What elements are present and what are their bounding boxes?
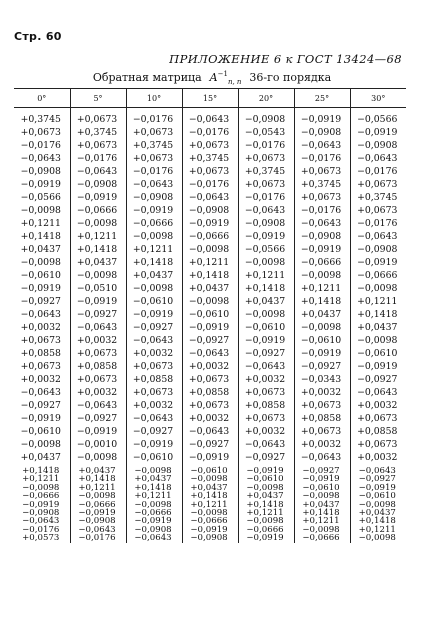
table-body [14, 108, 406, 543]
matrix-cell: −0,0098 [294, 321, 350, 334]
matrix-cell: +0,0673 [182, 165, 238, 178]
matrix-cell: −0,0666 [238, 526, 294, 534]
matrix-cell: −0,0098 [294, 269, 350, 282]
matrix-cell: −0,0908 [294, 126, 350, 139]
matrix-cell: +0,0437 [20, 452, 61, 463]
matrix-cell: −0,0098 [182, 243, 238, 256]
table-row [14, 334, 406, 347]
table-row [14, 295, 406, 308]
table-row [14, 321, 406, 334]
matrix-cell: +0,1418 [238, 501, 294, 509]
table-row [14, 152, 406, 165]
matrix-cell: −0,0927 [350, 373, 406, 386]
matrix-cell: −0,0908 [126, 191, 182, 204]
matrix-cell: −0,0176 [294, 152, 350, 165]
matrix-cell: +0,0437 [20, 244, 61, 255]
matrix-cell: +0,0858 [350, 425, 406, 438]
table-row [14, 256, 406, 269]
matrix-cell: +0,3745 [182, 152, 238, 165]
matrix-cell: −0,0566 [238, 243, 294, 256]
matrix-cell: +0,1418 [70, 475, 126, 483]
matrix-cell: −0,0927 [182, 438, 238, 451]
matrix-cell: −0,0927 [294, 360, 350, 373]
matrix-cell: +0,0673 [20, 361, 61, 372]
matrix-cell: −0,0610 [20, 270, 61, 281]
matrix-cell: −0,0610 [350, 347, 406, 360]
matrix-cell: −0,0176 [238, 139, 294, 152]
matrix-cell: −0,0919 [294, 347, 350, 360]
matrix-cell: −0,0643 [350, 152, 406, 165]
matrix-cell: +0,0437 [238, 295, 294, 308]
matrix-cell: −0,0610 [238, 321, 294, 334]
table-caption [0, 70, 424, 86]
matrix-cell: +0,0437 [126, 475, 182, 483]
matrix-cell: +0,0032 [126, 399, 182, 412]
matrix-cell: −0,0098 [294, 492, 350, 500]
matrix-cell: −0,0927 [238, 347, 294, 360]
matrix-cell: +0,0673 [182, 139, 238, 152]
matrix-cell: −0,0098 [20, 439, 61, 450]
column-header: 0° [14, 89, 70, 108]
matrix-cell: −0,0643 [126, 334, 182, 347]
matrix-cell: +0,0673 [350, 178, 406, 191]
matrix-cell: −0,0643 [20, 387, 61, 398]
matrix-cell: −0,0010 [70, 438, 126, 451]
matrix-cell: −0,0908 [70, 517, 126, 525]
matrix-cell: +0,0858 [126, 373, 182, 386]
matrix-cell: −0,0919 [238, 230, 294, 243]
matrix-cell: −0,0176 [182, 126, 238, 139]
matrix-cell: +0,1418 [350, 308, 406, 321]
matrix-cell: +0,0673 [126, 386, 182, 399]
matrix-cell: +0,1418 [294, 295, 350, 308]
matrix-cell: −0,0643 [126, 534, 182, 542]
matrix-cell: −0,0927 [294, 464, 350, 475]
matrix-cell: +0,0673 [126, 126, 182, 139]
matrix-cell: −0,0919 [238, 464, 294, 475]
matrix-cell: −0,0919 [294, 108, 350, 127]
matrix-cell: −0,0098 [70, 269, 126, 282]
matrix-cell: −0,0919 [238, 334, 294, 347]
table-header [14, 89, 406, 108]
matrix-cell: +0,0032 [238, 373, 294, 386]
matrix-cell: −0,0643 [126, 178, 182, 191]
matrix-cell: −0,0098 [182, 509, 238, 517]
matrix-cell: +0,0673 [294, 165, 350, 178]
matrix-cell: −0,0098 [20, 257, 61, 268]
matrix-cell: −0,0176 [126, 165, 182, 178]
matrix-cell: +0,0032 [182, 360, 238, 373]
matrix-cell: +0,0673 [70, 347, 126, 360]
matrix-cell: −0,0098 [350, 282, 406, 295]
matrix-cell: −0,0643 [294, 139, 350, 152]
column-header: 15° [182, 89, 238, 108]
matrix-cell: +0,1418 [294, 509, 350, 517]
matrix-cell: −0,0666 [294, 256, 350, 269]
matrix-cell: −0,0643 [350, 464, 406, 475]
matrix-cell: +0,0673 [238, 152, 294, 165]
matrix-cell: +0,0437 [238, 492, 294, 500]
table-row [14, 230, 406, 243]
matrix-cell: +0,1211 [238, 269, 294, 282]
matrix-cell: −0,0666 [126, 509, 182, 517]
table-row [14, 191, 406, 204]
matrix-cell: −0,0176 [294, 204, 350, 217]
matrix-cell: −0,0666 [294, 534, 350, 542]
table-row [14, 412, 406, 425]
matrix-cell: −0,0176 [350, 217, 406, 230]
matrix-cell: −0,0176 [238, 191, 294, 204]
table-row [14, 399, 406, 412]
matrix-cell: −0,0176 [20, 140, 61, 151]
matrix-cell: −0,0176 [22, 524, 60, 535]
matrix-cell: −0,0610 [126, 451, 182, 464]
matrix-cell: −0,0919 [182, 526, 238, 534]
matrix-cell: −0,0908 [182, 204, 238, 217]
matrix-cell: +0,0673 [350, 438, 406, 451]
matrix-cell: −0,0666 [126, 217, 182, 230]
matrix-cell: −0,0919 [294, 243, 350, 256]
matrix-cell: −0,0927 [126, 321, 182, 334]
matrix-cell: +0,1211 [20, 218, 61, 229]
appendix-title: ПРИЛОЖЕНИЕ 6 к ГОСТ 13424—68 [169, 52, 402, 66]
matrix-cell: +0,1418 [238, 282, 294, 295]
matrix-cell: −0,0908 [22, 508, 60, 519]
matrix-cell: −0,0919 [350, 484, 406, 492]
matrix-cell: −0,0919 [182, 217, 238, 230]
matrix-cell: +0,0032 [350, 399, 406, 412]
matrix-cell: −0,0098 [238, 256, 294, 269]
matrix-cell: +0,1418 [126, 256, 182, 269]
matrix-cell: −0,0666 [182, 230, 238, 243]
matrix-cell: +0,1211 [70, 484, 126, 492]
matrix-cell: +0,0673 [20, 335, 61, 346]
matrix-cell: +0,0858 [70, 360, 126, 373]
matrix-cell: +0,0673 [350, 204, 406, 217]
matrix-cell: +0,1211 [70, 230, 126, 243]
matrix-cell: −0,0543 [238, 126, 294, 139]
matrix-cell: −0,0927 [70, 412, 126, 425]
matrix-cell: +0,0673 [126, 360, 182, 373]
matrix-cell: +0,0437 [70, 464, 126, 475]
matrix-cell: −0,0643 [70, 526, 126, 534]
matrix-cell: −0,0610 [350, 492, 406, 500]
matrix-cell: +0,0673 [126, 152, 182, 165]
matrix-cell: −0,0927 [350, 475, 406, 483]
matrix-cell: −0,0919 [126, 517, 182, 525]
matrix-cell: −0,0176 [70, 152, 126, 165]
matrix-cell: −0,0510 [70, 282, 126, 295]
matrix-cell: +0,0032 [350, 451, 406, 464]
matrix-cell: −0,0927 [20, 296, 61, 307]
matrix-cell: −0,0927 [238, 451, 294, 464]
column-header: 30° [350, 89, 406, 108]
matrix-cell: −0,0176 [70, 534, 126, 542]
matrix-cell: +0,0673 [70, 139, 126, 152]
matrix-cell: −0,0919 [22, 499, 60, 510]
matrix-cell: −0,0098 [350, 534, 406, 542]
matrix-cell: −0,0098 [70, 217, 126, 230]
matrix-cell: −0,0610 [182, 308, 238, 321]
matrix-cell: +0,0673 [182, 373, 238, 386]
matrix-cell: −0,0927 [126, 425, 182, 438]
matrix-cell: +0,0673 [294, 425, 350, 438]
matrix-cell: −0,0919 [126, 438, 182, 451]
matrix-cell: −0,0643 [22, 516, 60, 527]
matrix-cell: −0,0919 [238, 534, 294, 542]
matrix-cell: −0,0098 [126, 501, 182, 509]
matrix-cell: −0,0908 [238, 217, 294, 230]
page-number: Стр. 60 [14, 30, 62, 43]
matrix-cell: +0,3745 [294, 178, 350, 191]
matrix-cell: +0,0032 [182, 412, 238, 425]
table-row [14, 425, 406, 438]
matrix-cell: −0,0919 [350, 126, 406, 139]
matrix-cell: +0,0032 [20, 322, 61, 333]
matrix-superscript: −1 [217, 70, 228, 78]
matrix-cell: +0,1418 [182, 269, 238, 282]
matrix-cell: −0,0666 [350, 269, 406, 282]
matrix-cell: −0,0908 [238, 108, 294, 127]
matrix-cell: −0,0643 [70, 165, 126, 178]
matrix-cell: −0,0919 [20, 413, 61, 424]
matrix-cell: +0,0858 [238, 399, 294, 412]
matrix-cell: +0,0673 [350, 412, 406, 425]
matrix-cell: −0,0176 [126, 108, 182, 127]
table-row [14, 308, 406, 321]
matrix-cell: −0,0908 [70, 178, 126, 191]
matrix-cell: +0,0437 [182, 484, 238, 492]
matrix-cell: +0,0032 [294, 386, 350, 399]
header-row [14, 89, 406, 108]
matrix-cell: +0,0673 [20, 127, 61, 138]
matrix-cell: +0,1418 [20, 231, 61, 242]
column-header: 5° [70, 89, 126, 108]
matrix-cell: −0,0908 [126, 526, 182, 534]
matrix-cell: −0,0098 [22, 482, 60, 493]
matrix-cell: +0,0573 [22, 533, 60, 544]
matrix-cell: −0,0098 [126, 282, 182, 295]
matrix-cell: +0,3745 [126, 139, 182, 152]
matrix-cell: +0,0437 [350, 321, 406, 334]
matrix-cell: −0,0908 [182, 534, 238, 542]
matrix-cell: −0,0908 [350, 139, 406, 152]
matrix-cell: −0,0919 [294, 475, 350, 483]
matrix-cell: +0,0437 [182, 282, 238, 295]
matrix-cell: −0,0610 [294, 334, 350, 347]
matrix-cell: +0,1211 [238, 509, 294, 517]
matrix-cell: −0,0919 [20, 179, 61, 190]
matrix-cell: +0,1211 [182, 501, 238, 509]
matrix-cell: −0,0927 [182, 334, 238, 347]
matrix-cell: −0,0666 [182, 517, 238, 525]
matrix-cell: −0,0666 [22, 491, 60, 502]
matrix-cell: −0,0643 [20, 309, 61, 320]
matrix-cell: +0,0032 [294, 438, 350, 451]
matrix-cell: +0,0673 [238, 412, 294, 425]
matrix-cell: −0,0908 [350, 243, 406, 256]
matrix-cell: −0,0919 [126, 308, 182, 321]
matrix-cell: −0,0643 [294, 451, 350, 464]
matrix-cell: +0,1211 [126, 492, 182, 500]
matrix-cell: −0,0098 [20, 205, 61, 216]
matrix-cell: −0,0919 [70, 425, 126, 438]
matrix-cell: −0,0919 [350, 360, 406, 373]
matrix-cell: −0,0610 [182, 464, 238, 475]
matrix-cell: −0,0098 [70, 492, 126, 500]
matrix-cell: −0,0643 [350, 230, 406, 243]
table-row [14, 534, 406, 542]
matrix-cell: −0,0343 [294, 373, 350, 386]
matrix-cell: +0,0673 [238, 386, 294, 399]
caption-suffix: 36-го порядка [249, 71, 332, 84]
matrix-cell: −0,0643 [238, 204, 294, 217]
matrix-cell: +0,1418 [182, 492, 238, 500]
matrix-cell: −0,0566 [20, 192, 61, 203]
matrix-cell: −0,0610 [126, 295, 182, 308]
matrix-cell: +0,0673 [182, 399, 238, 412]
matrix-cell: −0,0643 [182, 425, 238, 438]
matrix-cell: +0,0858 [20, 348, 61, 359]
matrix-cell: +0,0032 [70, 334, 126, 347]
matrix-cell: +0,0673 [238, 178, 294, 191]
matrix-cell: +0,3745 [238, 165, 294, 178]
table-row [14, 360, 406, 373]
matrix-cell: −0,0643 [182, 191, 238, 204]
table-row [14, 438, 406, 451]
matrix-cell: −0,0643 [294, 217, 350, 230]
matrix-cell: +0,1211 [22, 474, 60, 485]
matrix-cell: +0,1211 [294, 282, 350, 295]
matrix-cell: +0,1418 [22, 466, 60, 476]
table-row [14, 269, 406, 282]
matrix-cell: −0,0098 [182, 475, 238, 483]
inverse-matrix-table [14, 88, 406, 543]
matrix-cell: +0,0437 [126, 269, 182, 282]
matrix-cell: −0,0919 [20, 283, 61, 294]
matrix-cell: +0,0858 [182, 386, 238, 399]
matrix-cell: −0,0566 [350, 108, 406, 127]
matrix-cell: −0,0919 [350, 256, 406, 269]
matrix-cell: +0,0673 [294, 191, 350, 204]
table-row [14, 165, 406, 178]
matrix-cell: −0,0643 [70, 321, 126, 334]
matrix-cell: +0,0437 [294, 308, 350, 321]
matrix-cell: −0,0098 [350, 501, 406, 509]
matrix-cell: −0,0176 [182, 178, 238, 191]
matrix-cell: −0,0643 [182, 347, 238, 360]
matrix-cell: +0,1211 [350, 295, 406, 308]
matrix-cell: −0,0919 [126, 204, 182, 217]
matrix-cell: +0,1211 [182, 256, 238, 269]
table-row [14, 386, 406, 399]
matrix-cell: −0,0643 [238, 438, 294, 451]
matrix-cell: −0,0610 [238, 475, 294, 483]
matrix-cell: −0,0919 [70, 295, 126, 308]
table-row [14, 373, 406, 386]
matrix-cell: −0,0908 [294, 230, 350, 243]
matrix-cell: −0,0666 [70, 501, 126, 509]
matrix-cell: +0,0437 [70, 256, 126, 269]
matrix-cell: −0,0098 [182, 295, 238, 308]
matrix-cell: +0,3745 [70, 126, 126, 139]
matrix-cell: −0,0098 [294, 526, 350, 534]
table-row [14, 204, 406, 217]
matrix-cell: +0,1418 [70, 243, 126, 256]
matrix-cell: +0,1211 [294, 517, 350, 525]
matrix-cell: −0,0643 [126, 412, 182, 425]
matrix-cell: −0,0610 [294, 484, 350, 492]
matrix-cell: +0,0032 [20, 374, 61, 385]
caption-prefix: Обратная матрица [92, 71, 202, 84]
matrix-cell: +0,0032 [238, 425, 294, 438]
table-row [14, 178, 406, 191]
matrix-cell: +0,1211 [126, 243, 182, 256]
matrix-cell: −0,0908 [20, 166, 61, 177]
matrix-cell: −0,0919 [70, 509, 126, 517]
matrix-cell: −0,0919 [182, 321, 238, 334]
matrix-cell: +0,0673 [70, 108, 126, 127]
matrix-cell: +0,1418 [126, 484, 182, 492]
matrix-subscript: n, n [227, 78, 242, 86]
table-row [14, 243, 406, 256]
matrix-cell: +0,0032 [126, 347, 182, 360]
matrix-cell: +0,0437 [350, 509, 406, 517]
matrix-cell: −0,0098 [126, 230, 182, 243]
table-row [14, 126, 406, 139]
matrix-cell: −0,0610 [20, 426, 61, 437]
matrix-cell: −0,0098 [238, 484, 294, 492]
matrix-cell: −0,0098 [126, 464, 182, 475]
matrix-cell: +0,1211 [350, 526, 406, 534]
table-row [14, 108, 406, 127]
matrix-cell: −0,0098 [238, 517, 294, 525]
matrix-cell: −0,0643 [20, 153, 61, 164]
column-header: 10° [126, 89, 182, 108]
matrix-cell: −0,0643 [350, 386, 406, 399]
table-row [14, 217, 406, 230]
matrix-cell: −0,0643 [70, 399, 126, 412]
matrix-cell: −0,0643 [182, 108, 238, 127]
table-row [14, 347, 406, 360]
matrix-cell: +0,0858 [294, 412, 350, 425]
matrix-cell: −0,0919 [182, 451, 238, 464]
matrix-cell: −0,0098 [350, 334, 406, 347]
matrix-cell: −0,0098 [70, 451, 126, 464]
matrix-cell: −0,0098 [238, 308, 294, 321]
matrix-cell: −0,0643 [238, 360, 294, 373]
matrix-cell: +0,3745 [350, 191, 406, 204]
table-row [14, 282, 406, 295]
table-row [14, 451, 406, 464]
matrix-cell: −0,0666 [70, 204, 126, 217]
matrix-cell: +0,0032 [70, 386, 126, 399]
matrix-cell: +0,0673 [70, 373, 126, 386]
matrix-cell: −0,0927 [20, 400, 61, 411]
matrix-cell: −0,0927 [70, 308, 126, 321]
matrix-symbol: A [209, 71, 218, 84]
matrix-cell: +0,3745 [20, 114, 61, 125]
column-header: 20° [238, 89, 294, 108]
matrix-cell: +0,0437 [294, 501, 350, 509]
matrix-cell: +0,0673 [294, 399, 350, 412]
matrix-cell: −0,0919 [70, 191, 126, 204]
column-header: 25° [294, 89, 350, 108]
matrix-cell: −0,0176 [350, 165, 406, 178]
table-row [14, 139, 406, 152]
matrix-cell: +0,1418 [350, 517, 406, 525]
